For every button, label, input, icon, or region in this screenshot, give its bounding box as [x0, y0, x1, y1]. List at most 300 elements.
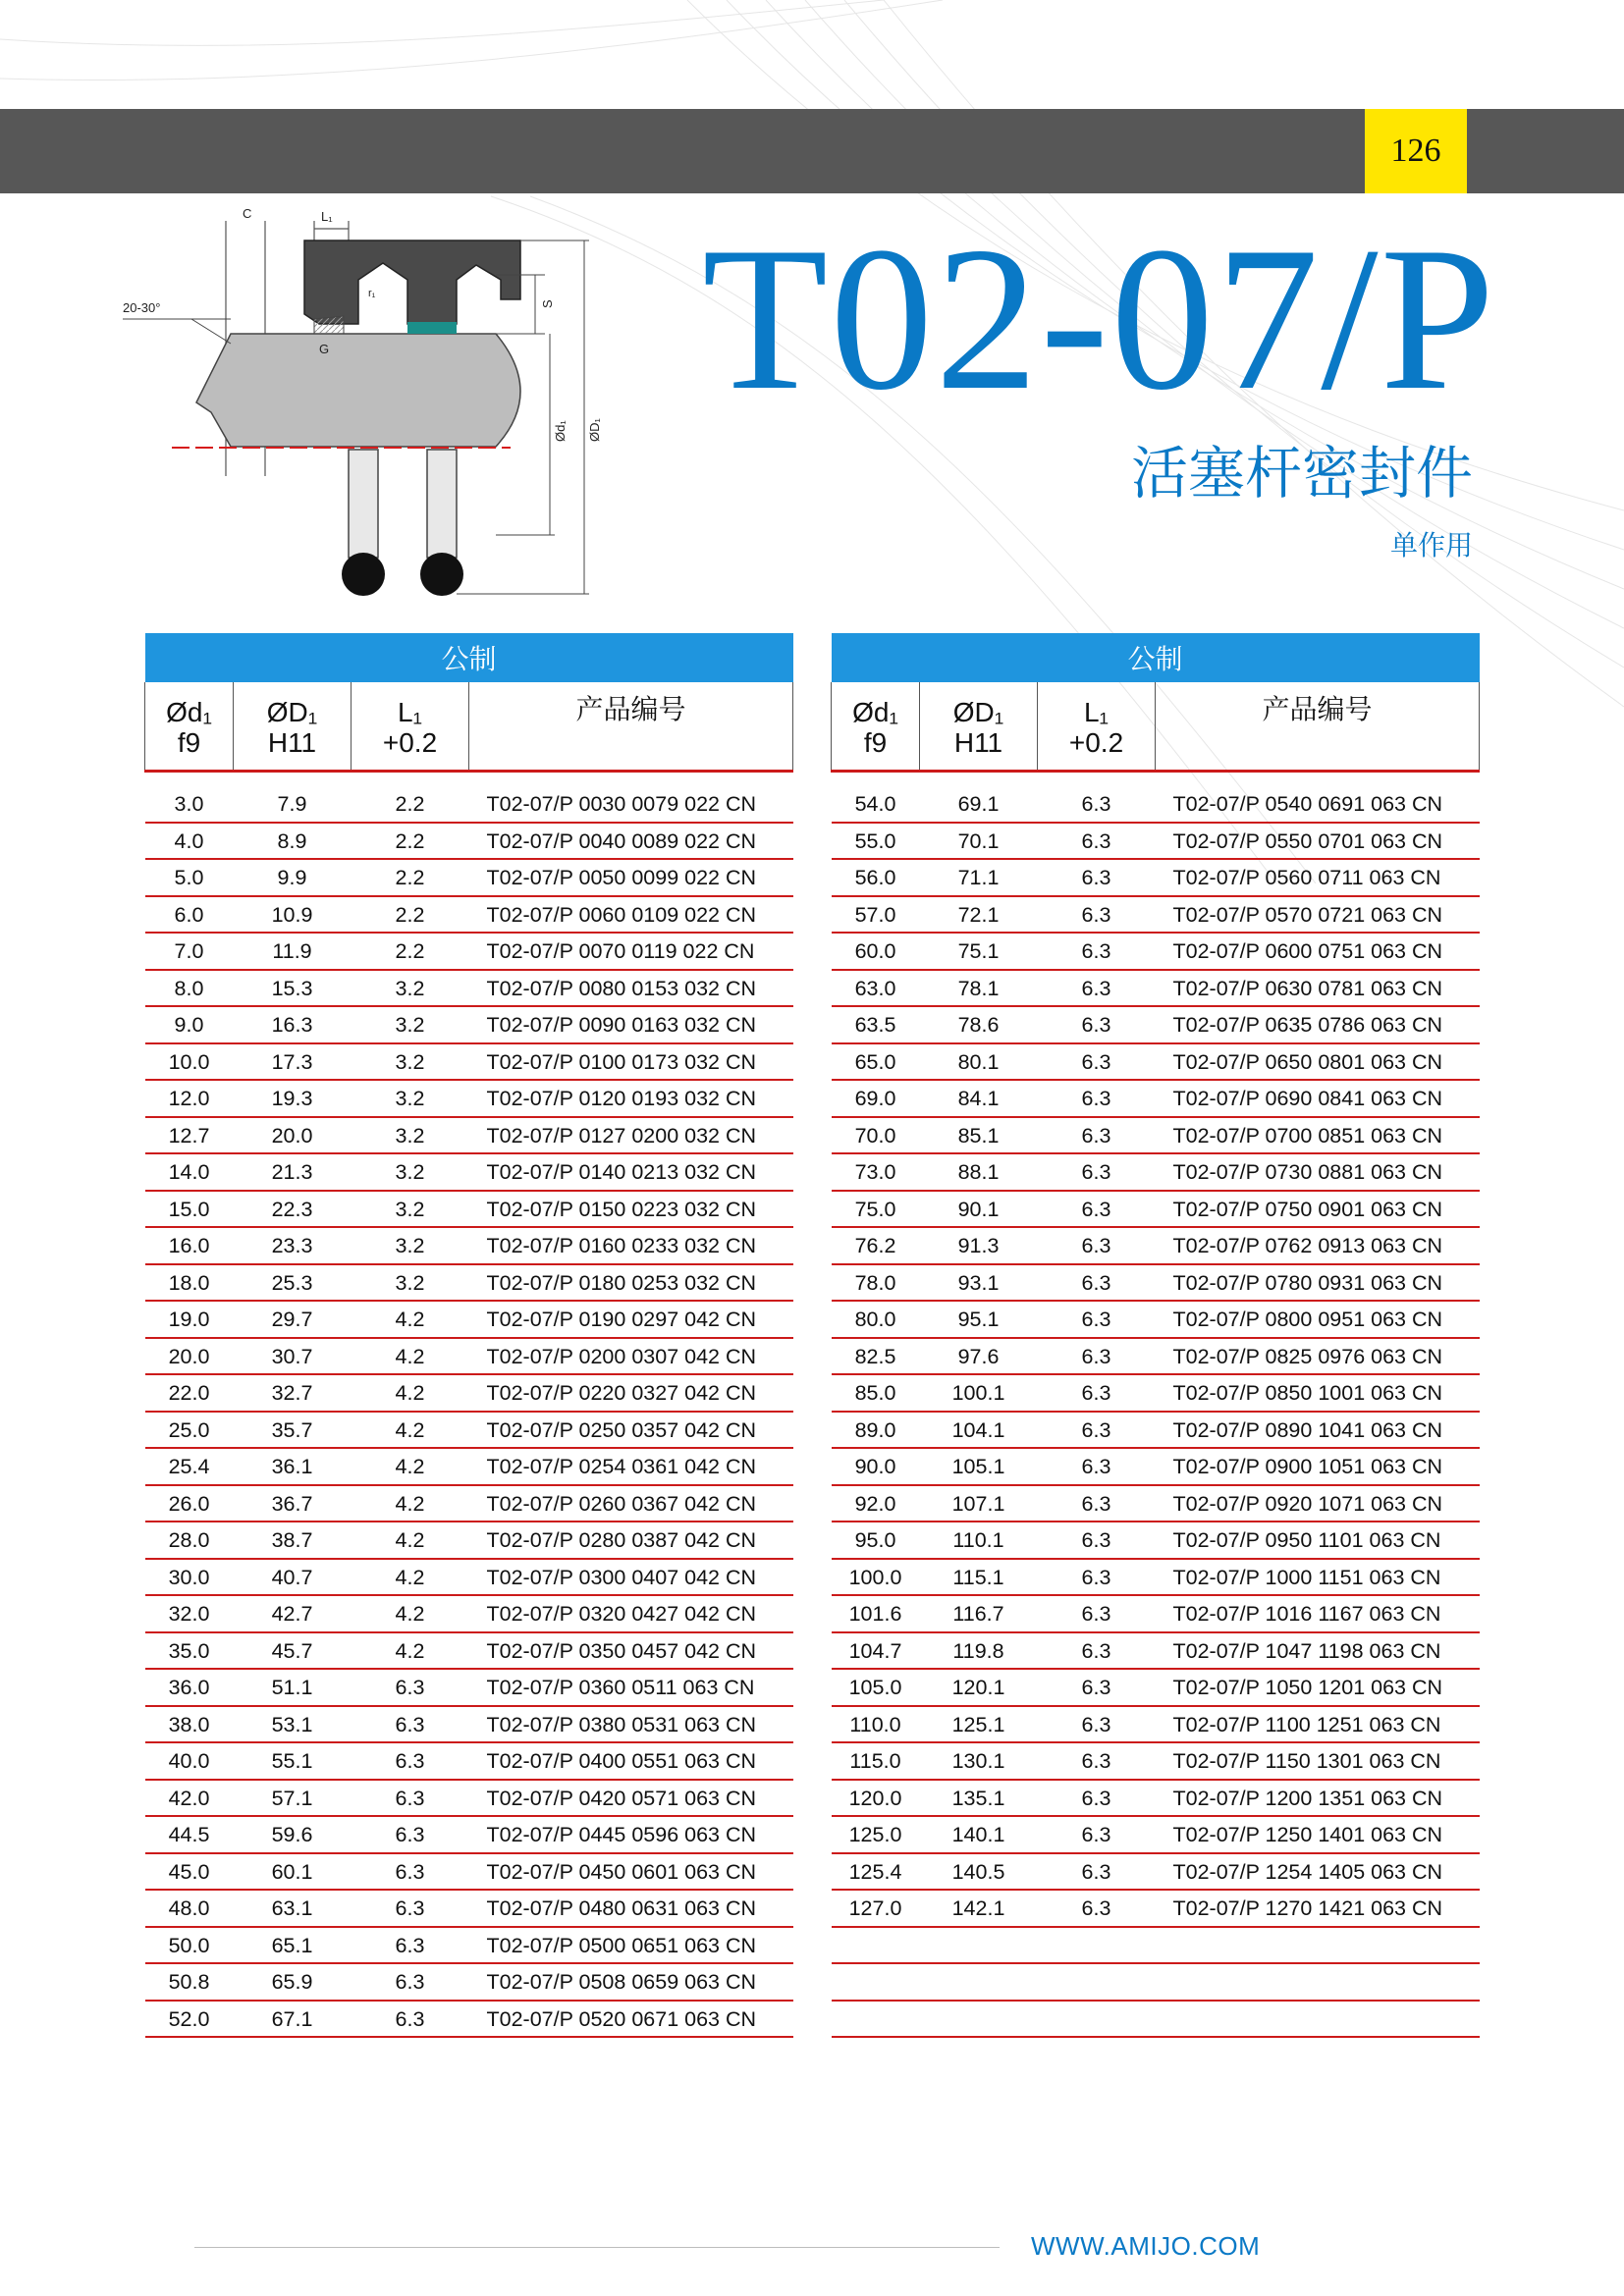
- cell-L1: 4.2: [352, 1412, 469, 1449]
- cell-product-code: T02-07/P 0280 0387 042 CN: [469, 1522, 793, 1559]
- cell-product-code: T02-07/P 0540 0691 063 CN: [1156, 785, 1480, 823]
- cell-D1: 59.6: [234, 1816, 352, 1853]
- cell-product-code: T02-07/P 1200 1351 063 CN: [1156, 1780, 1480, 1817]
- cell-L1: [1038, 1927, 1156, 1964]
- cell-D1: 130.1: [920, 1742, 1038, 1780]
- cell-D1: 17.3: [234, 1043, 352, 1081]
- cell-d1: 50.0: [145, 1927, 234, 1964]
- cell-D1: 78.1: [920, 970, 1038, 1007]
- col-header-L1: L₁ +0.2: [1038, 682, 1156, 771]
- cell-D1: 21.3: [234, 1153, 352, 1191]
- cell-L1: 6.3: [1038, 1632, 1156, 1670]
- cell-d1: 16.0: [145, 1227, 234, 1264]
- cell-d1: 36.0: [145, 1669, 234, 1706]
- cell-L1: 4.2: [352, 1448, 469, 1485]
- drawing-label-l1: L₁: [321, 209, 333, 224]
- table-row: [832, 1559, 1480, 1596]
- cell-L1: 4.2: [352, 1485, 469, 1522]
- cell-d1: 52.0: [145, 2001, 234, 2038]
- cell-D1: 105.1: [920, 1448, 1038, 1485]
- table-row: [145, 1374, 793, 1412]
- cell-product-code: T02-07/P 0160 0233 032 CN: [469, 1227, 793, 1264]
- cell-product-code: T02-07/P 0445 0596 063 CN: [469, 1816, 793, 1853]
- table-row: [832, 2001, 1480, 2038]
- cell-d1: 115.0: [832, 1742, 920, 1780]
- cell-L1: 6.3: [1038, 1301, 1156, 1338]
- table-row: [145, 1301, 793, 1338]
- table-row: [145, 1780, 793, 1817]
- cell-d1: 85.0: [832, 1374, 920, 1412]
- cell-product-code: T02-07/P 0140 0213 032 CN: [469, 1153, 793, 1191]
- table-row: [832, 896, 1480, 934]
- cell-product-code: T02-07/P 0780 0931 063 CN: [1156, 1264, 1480, 1302]
- table-row: [832, 1890, 1480, 1927]
- cell-d1: 54.0: [832, 785, 920, 823]
- seal-cross-section-drawing: [123, 206, 633, 599]
- cell-product-code: T02-07/P 0635 0786 063 CN: [1156, 1006, 1480, 1043]
- cell-D1: 84.1: [920, 1080, 1038, 1117]
- cell-d1: 73.0: [832, 1153, 920, 1191]
- cell-L1: 6.3: [1038, 1153, 1156, 1191]
- cell-D1: 95.1: [920, 1301, 1038, 1338]
- cell-d1: 65.0: [832, 1043, 920, 1081]
- cell-d1: 10.0: [145, 1043, 234, 1081]
- cell-L1: 3.2: [352, 1227, 469, 1264]
- cell-product-code: T02-07/P 0420 0571 063 CN: [469, 1780, 793, 1817]
- cell-D1: 53.1: [234, 1706, 352, 1743]
- cell-d1: 50.8: [145, 1963, 234, 2001]
- table-row: [145, 785, 793, 823]
- cell-L1: 4.2: [352, 1374, 469, 1412]
- table-row: [832, 1742, 1480, 1780]
- cell-L1: 3.2: [352, 1191, 469, 1228]
- cell-D1: 8.9: [234, 823, 352, 860]
- cell-product-code: T02-07/P 1050 1201 063 CN: [1156, 1669, 1480, 1706]
- table-row: [832, 1301, 1480, 1338]
- cell-d1: 110.0: [832, 1706, 920, 1743]
- table-band-label: 公制: [145, 633, 793, 682]
- cell-d1: 40.0: [145, 1742, 234, 1780]
- cell-d1: 22.0: [145, 1374, 234, 1412]
- table-row: [145, 823, 793, 860]
- cell-D1: 140.1: [920, 1816, 1038, 1853]
- table-row: [145, 1006, 793, 1043]
- cell-d1: 42.0: [145, 1780, 234, 1817]
- cell-D1: [920, 2001, 1038, 2038]
- cell-L1: 6.3: [1038, 1264, 1156, 1302]
- table-row: [832, 1780, 1480, 1817]
- cell-d1: 101.6: [832, 1595, 920, 1632]
- cell-d1: 14.0: [145, 1153, 234, 1191]
- cell-D1: 119.8: [920, 1632, 1038, 1670]
- cell-D1: 36.1: [234, 1448, 352, 1485]
- drawing-label-oD1: ØD₁: [587, 418, 602, 442]
- cell-D1: [920, 1963, 1038, 2001]
- table-row: [832, 1374, 1480, 1412]
- cell-d1: 7.0: [145, 933, 234, 970]
- cell-product-code: T02-07/P 0890 1041 063 CN: [1156, 1412, 1480, 1449]
- cell-product-code: T02-07/P 0127 0200 032 CN: [469, 1117, 793, 1154]
- cell-d1: 76.2: [832, 1227, 920, 1264]
- cell-D1: 120.1: [920, 1669, 1038, 1706]
- drawing-label-angle: 20-30°: [123, 300, 161, 315]
- cell-d1: 12.0: [145, 1080, 234, 1117]
- table-row: [832, 1853, 1480, 1891]
- cell-D1: 7.9: [234, 785, 352, 823]
- cell-D1: 85.1: [920, 1117, 1038, 1154]
- cell-L1: 4.2: [352, 1301, 469, 1338]
- col-header-d1: Ød₁ f9: [832, 682, 920, 771]
- cell-D1: 104.1: [920, 1412, 1038, 1449]
- table-row: [832, 785, 1480, 823]
- cell-product-code: T02-07/P 0950 1101 063 CN: [1156, 1522, 1480, 1559]
- cell-product-code: T02-07/P 0380 0531 063 CN: [469, 1706, 793, 1743]
- cell-product-code: T02-07/P 0630 0781 063 CN: [1156, 970, 1480, 1007]
- cell-D1: [920, 1927, 1038, 1964]
- cell-D1: 63.1: [234, 1890, 352, 1927]
- table-row: [145, 1485, 793, 1522]
- cell-D1: 90.1: [920, 1191, 1038, 1228]
- cell-L1: 2.2: [352, 823, 469, 860]
- cell-L1: 3.2: [352, 1006, 469, 1043]
- table-row: [145, 1227, 793, 1264]
- table-row: [145, 1412, 793, 1449]
- cell-D1: 40.7: [234, 1559, 352, 1596]
- cell-product-code: T02-07/P 0920 1071 063 CN: [1156, 1485, 1480, 1522]
- cell-d1: [832, 2001, 920, 2038]
- cell-D1: 23.3: [234, 1227, 352, 1264]
- cell-d1: 56.0: [832, 859, 920, 896]
- cell-D1: 45.7: [234, 1632, 352, 1670]
- table-row: [832, 1485, 1480, 1522]
- cell-d1: 60.0: [832, 933, 920, 970]
- cell-d1: [832, 1963, 920, 2001]
- cell-d1: 18.0: [145, 1264, 234, 1302]
- cell-L1: 6.3: [1038, 1338, 1156, 1375]
- cell-product-code: T02-07/P 0500 0651 063 CN: [469, 1927, 793, 1964]
- cell-d1: 89.0: [832, 1412, 920, 1449]
- table-row: [145, 896, 793, 934]
- cell-d1: 105.0: [832, 1669, 920, 1706]
- cell-D1: 22.3: [234, 1191, 352, 1228]
- cell-d1: 4.0: [145, 823, 234, 860]
- cell-product-code: T02-07/P 1250 1401 063 CN: [1156, 1816, 1480, 1853]
- drawing-label-g: G: [319, 342, 330, 356]
- cell-L1: 2.2: [352, 859, 469, 896]
- cell-D1: 55.1: [234, 1742, 352, 1780]
- cell-L1: 6.3: [1038, 896, 1156, 934]
- cell-D1: 88.1: [920, 1153, 1038, 1191]
- table-row: [145, 1816, 793, 1853]
- cell-D1: 38.7: [234, 1522, 352, 1559]
- table-row: [145, 1669, 793, 1706]
- cell-D1: 135.1: [920, 1780, 1038, 1817]
- footer-website-link[interactable]: WWW.AMIJO.COM: [1031, 2231, 1261, 2261]
- cell-d1: 69.0: [832, 1080, 920, 1117]
- table-row: [832, 1522, 1480, 1559]
- cell-L1: 6.3: [352, 1890, 469, 1927]
- cell-L1: 6.3: [1038, 1669, 1156, 1706]
- drawing-label-c: C: [243, 206, 252, 221]
- cell-product-code: T02-07/P 1047 1198 063 CN: [1156, 1632, 1480, 1670]
- cell-D1: 70.1: [920, 823, 1038, 860]
- table-row: [145, 1927, 793, 1964]
- cell-L1: 4.2: [352, 1338, 469, 1375]
- table-row: [832, 933, 1480, 970]
- cell-D1: 15.3: [234, 970, 352, 1007]
- cell-product-code: T02-07/P 0060 0109 022 CN: [469, 896, 793, 934]
- cell-product-code: T02-07/P 1000 1151 063 CN: [1156, 1559, 1480, 1596]
- cell-L1: 6.3: [1038, 970, 1156, 1007]
- cell-product-code: T02-07/P 1270 1421 063 CN: [1156, 1890, 1480, 1927]
- seal-housing: [304, 240, 520, 324]
- cell-product-code: T02-07/P 0762 0913 063 CN: [1156, 1227, 1480, 1264]
- table-row: [145, 1080, 793, 1117]
- cell-L1: 6.3: [352, 1706, 469, 1743]
- cell-product-code: T02-07/P 0550 0701 063 CN: [1156, 823, 1480, 860]
- col-header-L1: L₁ +0.2: [352, 682, 469, 771]
- table-row: [145, 1264, 793, 1302]
- cell-d1: 19.0: [145, 1301, 234, 1338]
- cell-L1: 3.2: [352, 1153, 469, 1191]
- cell-d1: 6.0: [145, 896, 234, 934]
- cell-L1: 4.2: [352, 1632, 469, 1670]
- table-row: [832, 1816, 1480, 1853]
- cell-d1: 80.0: [832, 1301, 920, 1338]
- table-row: [832, 1264, 1480, 1302]
- cell-d1: 15.0: [145, 1191, 234, 1228]
- cell-d1: 70.0: [832, 1117, 920, 1154]
- cell-product-code: T02-07/P 0750 0901 063 CN: [1156, 1191, 1480, 1228]
- cell-d1: 57.0: [832, 896, 920, 934]
- cell-product-code: T02-07/P 0320 0427 042 CN: [469, 1595, 793, 1632]
- cell-product-code: T02-07/P 0180 0253 032 CN: [469, 1264, 793, 1302]
- cell-L1: 6.3: [1038, 1117, 1156, 1154]
- cell-d1: 95.0: [832, 1522, 920, 1559]
- cell-D1: 9.9: [234, 859, 352, 896]
- cell-L1: 6.3: [1038, 1485, 1156, 1522]
- cell-L1: 4.2: [352, 1522, 469, 1559]
- cell-d1: 3.0: [145, 785, 234, 823]
- table-row: [832, 1669, 1480, 1706]
- cell-d1: 127.0: [832, 1890, 920, 1927]
- table-band-label: 公制: [832, 633, 1480, 682]
- cell-L1: 6.3: [1038, 1191, 1156, 1228]
- cell-L1: 6.3: [1038, 1006, 1156, 1043]
- cell-d1: 5.0: [145, 859, 234, 896]
- cell-product-code: T02-07/P 0360 0511 063 CN: [469, 1669, 793, 1706]
- table-row: [145, 1448, 793, 1485]
- cell-L1: 6.3: [1038, 1374, 1156, 1412]
- cell-D1: 80.1: [920, 1043, 1038, 1081]
- cell-product-code: T02-07/P 0450 0601 063 CN: [469, 1853, 793, 1891]
- cell-D1: 60.1: [234, 1853, 352, 1891]
- product-title: T02-07/P: [702, 205, 1497, 433]
- cell-product-code: T02-07/P 0600 0751 063 CN: [1156, 933, 1480, 970]
- col-header-D1: ØD₁ H11: [920, 682, 1038, 771]
- cell-D1: 97.6: [920, 1338, 1038, 1375]
- table-row: [145, 1706, 793, 1743]
- cell-product-code: T02-07/P 0190 0297 042 CN: [469, 1301, 793, 1338]
- cell-product-code: T02-07/P 0070 0119 022 CN: [469, 933, 793, 970]
- cell-product-code: T02-07/P 0300 0407 042 CN: [469, 1559, 793, 1596]
- cell-L1: 6.3: [1038, 785, 1156, 823]
- cell-D1: 110.1: [920, 1522, 1038, 1559]
- table-row: [145, 1559, 793, 1596]
- table-row: [832, 1043, 1480, 1081]
- cell-product-code: T02-07/P 0100 0173 032 CN: [469, 1043, 793, 1081]
- cell-product-code: [1156, 1963, 1480, 2001]
- cell-d1: 48.0: [145, 1890, 234, 1927]
- table-row: [145, 1117, 793, 1154]
- cell-L1: 2.2: [352, 896, 469, 934]
- cell-D1: 142.1: [920, 1890, 1038, 1927]
- cell-D1: 35.7: [234, 1412, 352, 1449]
- table-row: [145, 933, 793, 970]
- cell-product-code: T02-07/P 0260 0367 042 CN: [469, 1485, 793, 1522]
- cell-d1: 120.0: [832, 1780, 920, 1817]
- cell-product-code: T02-07/P 0650 0801 063 CN: [1156, 1043, 1480, 1081]
- cell-L1: 6.3: [1038, 1595, 1156, 1632]
- table-row: [832, 1706, 1480, 1743]
- cell-L1: 6.3: [1038, 1559, 1156, 1596]
- cell-product-code: T02-07/P 0400 0551 063 CN: [469, 1742, 793, 1780]
- cell-D1: 42.7: [234, 1595, 352, 1632]
- cell-product-code: [1156, 2001, 1480, 2038]
- cell-product-code: T02-07/P 0120 0193 032 CN: [469, 1080, 793, 1117]
- drawing-label-s: S: [540, 299, 555, 308]
- cell-L1: 6.3: [1038, 1816, 1156, 1853]
- cell-D1: 67.1: [234, 2001, 352, 2038]
- cell-product-code: [1156, 1927, 1480, 1964]
- table-row: [145, 1338, 793, 1375]
- cell-product-code: T02-07/P 0030 0079 022 CN: [469, 785, 793, 823]
- cell-product-code: T02-07/P 1100 1251 063 CN: [1156, 1706, 1480, 1743]
- table-row: [145, 970, 793, 1007]
- page-number: 126: [1365, 109, 1467, 193]
- cell-L1: 6.3: [352, 1780, 469, 1817]
- table-row: [145, 1191, 793, 1228]
- cell-D1: 11.9: [234, 933, 352, 970]
- cell-d1: 44.5: [145, 1816, 234, 1853]
- cell-product-code: T02-07/P 0690 0841 063 CN: [1156, 1080, 1480, 1117]
- cell-product-code: T02-07/P 0254 0361 042 CN: [469, 1448, 793, 1485]
- cell-d1: 20.0: [145, 1338, 234, 1375]
- table-row: [832, 823, 1480, 860]
- cell-L1: 4.2: [352, 1559, 469, 1596]
- cell-product-code: T02-07/P 0570 0721 063 CN: [1156, 896, 1480, 934]
- cell-d1: 28.0: [145, 1522, 234, 1559]
- table-row: [145, 1853, 793, 1891]
- cell-D1: 65.9: [234, 1963, 352, 2001]
- cell-d1: 92.0: [832, 1485, 920, 1522]
- cell-D1: 65.1: [234, 1927, 352, 1964]
- cell-L1: 3.2: [352, 1117, 469, 1154]
- col-header-product-code: 产品编号: [1156, 682, 1480, 771]
- cell-product-code: T02-07/P 0850 1001 063 CN: [1156, 1374, 1480, 1412]
- cell-d1: 82.5: [832, 1338, 920, 1375]
- cell-product-code: T02-07/P 0900 1051 063 CN: [1156, 1448, 1480, 1485]
- cell-L1: 3.2: [352, 970, 469, 1007]
- cell-L1: 3.2: [352, 1080, 469, 1117]
- table-row: [145, 1963, 793, 2001]
- cell-d1: 104.7: [832, 1632, 920, 1670]
- table-row: [832, 1080, 1480, 1117]
- cell-D1: 116.7: [920, 1595, 1038, 1632]
- cell-L1: 6.3: [352, 1963, 469, 2001]
- table-row: [145, 1153, 793, 1191]
- table-row: [832, 1927, 1480, 1964]
- cell-product-code: T02-07/P 0350 0457 042 CN: [469, 1632, 793, 1670]
- cell-L1: 6.3: [1038, 1890, 1156, 1927]
- cell-L1: 3.2: [352, 1043, 469, 1081]
- col-header-product-code: 产品编号: [469, 682, 793, 771]
- table-row: [832, 1117, 1480, 1154]
- cell-d1: 75.0: [832, 1191, 920, 1228]
- drawing-label-od1: Ød₁: [553, 420, 568, 442]
- cell-L1: 6.3: [1038, 1448, 1156, 1485]
- metric-size-table-left: [144, 633, 793, 2038]
- cell-L1: 2.2: [352, 933, 469, 970]
- cell-L1: 2.2: [352, 785, 469, 823]
- table-row: [832, 1632, 1480, 1670]
- cell-product-code: T02-07/P 0800 0951 063 CN: [1156, 1301, 1480, 1338]
- cell-L1: 6.3: [1038, 933, 1156, 970]
- table-row: [832, 1191, 1480, 1228]
- cell-d1: 63.5: [832, 1006, 920, 1043]
- cell-L1: [1038, 2001, 1156, 2038]
- cell-D1: 125.1: [920, 1706, 1038, 1743]
- cell-d1: 9.0: [145, 1006, 234, 1043]
- cell-product-code: T02-07/P 0520 0671 063 CN: [469, 2001, 793, 2038]
- cell-L1: 6.3: [1038, 1780, 1156, 1817]
- cell-D1: 30.7: [234, 1338, 352, 1375]
- cell-d1: [832, 1927, 920, 1964]
- cell-product-code: T02-07/P 0220 0327 042 CN: [469, 1374, 793, 1412]
- cell-d1: 55.0: [832, 823, 920, 860]
- table-row: [832, 1412, 1480, 1449]
- col-header-d1: Ød₁ f9: [145, 682, 234, 771]
- cell-D1: 71.1: [920, 859, 1038, 896]
- cell-D1: 36.7: [234, 1485, 352, 1522]
- cell-d1: 90.0: [832, 1448, 920, 1485]
- cell-D1: 100.1: [920, 1374, 1038, 1412]
- cell-product-code: T02-07/P 1016 1167 063 CN: [1156, 1595, 1480, 1632]
- cell-L1: 6.3: [1038, 859, 1156, 896]
- cell-D1: 20.0: [234, 1117, 352, 1154]
- table-row: [832, 859, 1480, 896]
- cell-product-code: T02-07/P 1254 1405 063 CN: [1156, 1853, 1480, 1891]
- table-row: [832, 1595, 1480, 1632]
- table-row: [145, 1043, 793, 1081]
- cell-L1: 6.3: [1038, 1080, 1156, 1117]
- cell-L1: 6.3: [1038, 1742, 1156, 1780]
- table-row: [832, 970, 1480, 1007]
- cell-product-code: T02-07/P 0080 0153 032 CN: [469, 970, 793, 1007]
- cell-D1: 25.3: [234, 1264, 352, 1302]
- table-row: [145, 1742, 793, 1780]
- cell-product-code: T02-07/P 1150 1301 063 CN: [1156, 1742, 1480, 1780]
- table-row: [145, 859, 793, 896]
- cell-L1: 6.3: [1038, 1043, 1156, 1081]
- cell-d1: 45.0: [145, 1853, 234, 1891]
- cell-D1: 140.5: [920, 1853, 1038, 1891]
- cell-L1: 6.3: [352, 1927, 469, 1964]
- cell-product-code: T02-07/P 0250 0357 042 CN: [469, 1412, 793, 1449]
- table-row: [832, 1153, 1480, 1191]
- cell-L1: 6.3: [352, 1853, 469, 1891]
- col-header-D1: ØD₁ H11: [234, 682, 352, 771]
